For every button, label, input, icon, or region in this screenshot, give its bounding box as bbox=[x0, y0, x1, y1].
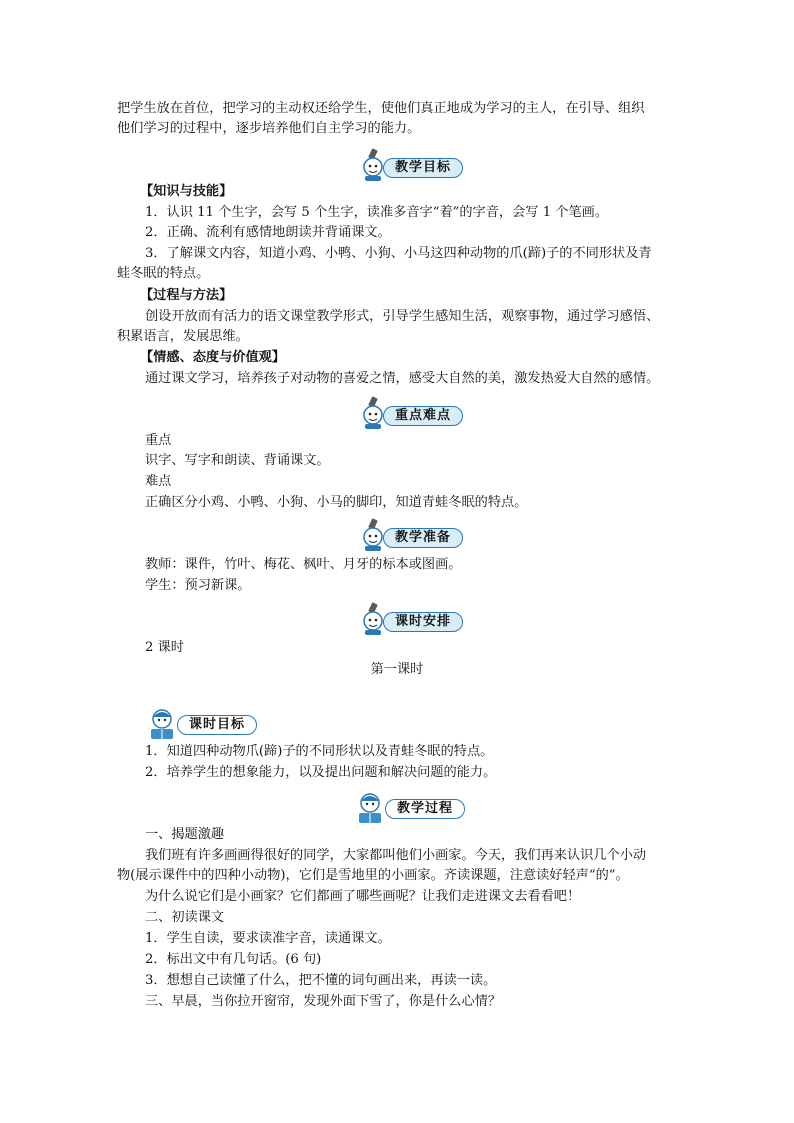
step2-line-3: 3．想想自己读懂了什么，把不懂的词句画出来，再读一读。 bbox=[145, 973, 497, 988]
section-banner-key-points bbox=[353, 396, 465, 430]
step2-line-2: 2．标出文中有几句话。(6 句) bbox=[145, 952, 322, 967]
section-title: 重点难点 bbox=[383, 406, 463, 426]
first-lesson-title: 第一课时 bbox=[370, 662, 424, 677]
section-title: 课时目标 bbox=[177, 715, 257, 735]
lesson-goal-2: 2．培养学生的想象能力，以及提出问题和解决问题的能力。 bbox=[145, 765, 497, 780]
knowledge-line-4: 蛙冬眠的特点。 bbox=[117, 266, 210, 281]
step1-line-1: 我们班有许多画画得很好的同学，大家都叫他们小画家。今天，我们再来认识几个小动 bbox=[145, 848, 647, 863]
step1-line-3: 为什么说它们是小画家？它们都画了哪些画呢？让我们走进课文去看看吧！ bbox=[145, 889, 581, 904]
section-banner-objectives bbox=[353, 148, 465, 182]
lesson-goal-1: 1．知道四种动物爪(蹄)子的不同形状以及青蛙冬眠的特点。 bbox=[145, 744, 494, 759]
step1-line-2: 物(展示课件中的四种小动物)，它们是雪地里的小画家。齐读课题，注意读好轻声“的”。 bbox=[117, 868, 629, 883]
intro-line-2: 他们学习的过程中，逐步培养他们自主学习的能力。 bbox=[117, 121, 421, 136]
boy-reading-icon bbox=[145, 706, 181, 740]
section-title: 课时安排 bbox=[383, 612, 463, 632]
difficulty-label: 难点 bbox=[145, 474, 172, 489]
process-method-line-2: 积累语言，发展思维。 bbox=[117, 329, 249, 344]
emotion-line-1: 通过课文学习，培养孩子对动物的喜爱之情，感受大自然的美，激发热爱大自然的感情。 bbox=[145, 371, 660, 386]
schedule-count: 2 课时 bbox=[145, 640, 184, 655]
preparation-student: 学生：预习新课。 bbox=[145, 578, 251, 593]
knowledge-line-2: 2．正确、流利有感情地朗读并背诵课文。 bbox=[145, 225, 391, 240]
step2-heading: 二、初读课文 bbox=[145, 910, 225, 925]
section-banner-lesson-goals bbox=[145, 706, 260, 740]
step1-heading: 一、揭题激趣 bbox=[145, 827, 225, 842]
process-method-heading: 【过程与方法】 bbox=[140, 288, 233, 303]
knowledge-heading: 【知识与技能】 bbox=[140, 184, 233, 199]
knowledge-line-1: 1．认识 11 个生字，会写 5 个生字，读准多音字“着”的字音，会写 1 个笔画。 bbox=[145, 205, 609, 220]
step3-heading: 三、早晨，当你拉开窗帘，发现外面下雪了，你是什么心情？ bbox=[145, 994, 502, 1009]
section-title: 教学目标 bbox=[383, 158, 463, 178]
intro-line-1: 把学生放在首位，把学习的主动权还给学生，使他们真正地成为学习的主人，在引导、组织 bbox=[117, 101, 645, 116]
difficulty-text: 正确区分小鸡、小鸭、小狗、小马的脚印，知道青蛙冬眠的特点。 bbox=[145, 495, 528, 510]
section-title: 教学准备 bbox=[383, 528, 463, 548]
knowledge-line-3: 3．了解课文内容，知道小鸡、小鸭、小狗、小马这四种动物的爪(蹄)子的不同形状及青 bbox=[145, 246, 652, 261]
process-method-line-1: 创设开放而有活力的语文课堂教学形式，引导学生感知生活，观察事物，通过学习感悟、 bbox=[145, 309, 660, 324]
boy-reading-icon bbox=[353, 790, 389, 824]
section-banner-schedule bbox=[353, 602, 465, 636]
key-text: 识字、写字和朗读、背诵课文。 bbox=[145, 453, 330, 468]
key-label: 重点 bbox=[145, 433, 172, 448]
preparation-teacher: 教师：课件，竹叶、梅花、枫叶、月牙的标本或图画。 bbox=[145, 557, 462, 572]
section-banner-process bbox=[353, 790, 468, 824]
section-banner-preparation bbox=[353, 518, 465, 552]
step2-line-1: 1．学生自读，要求读准字音，读通课文。 bbox=[145, 931, 391, 946]
section-title: 教学过程 bbox=[385, 799, 465, 819]
emotion-heading: 【情感、态度与价值观】 bbox=[140, 350, 286, 365]
